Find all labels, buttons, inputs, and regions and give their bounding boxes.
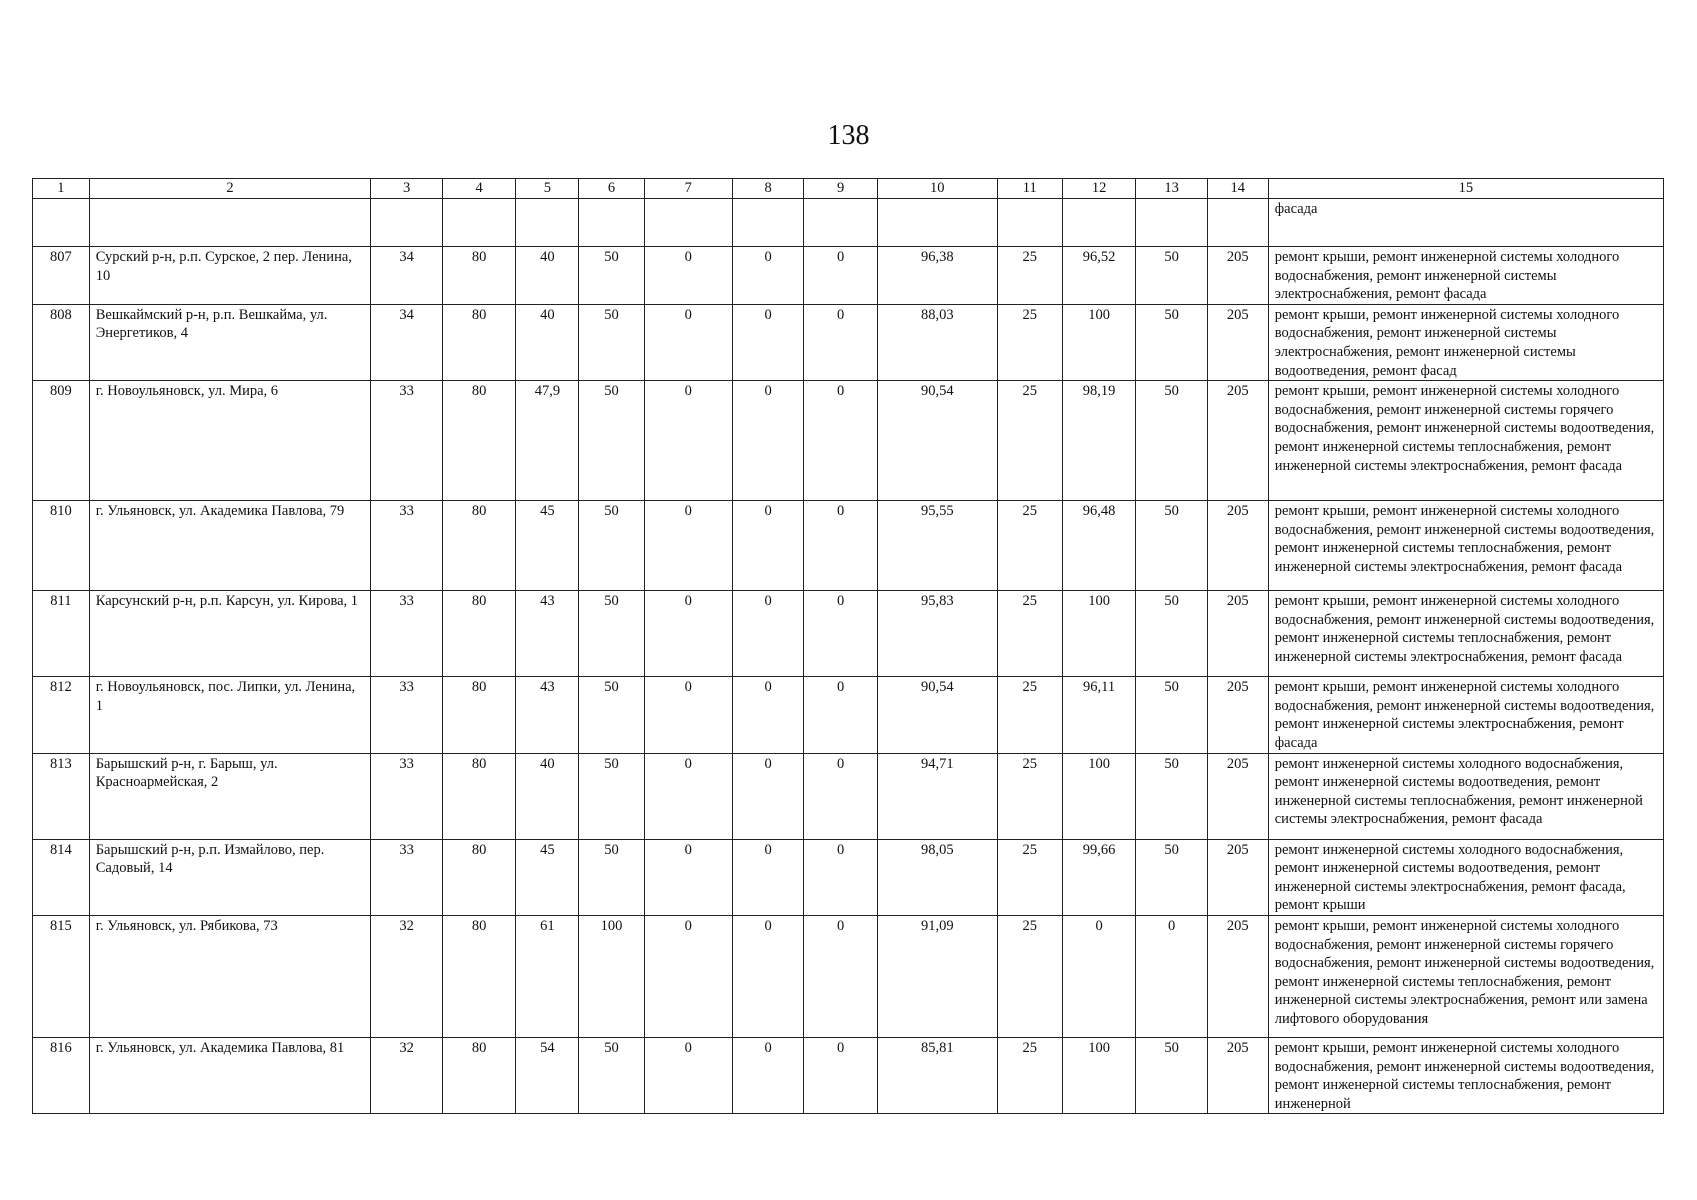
col-3-cell: 34: [371, 304, 442, 380]
col-5-cell: 40: [516, 304, 579, 380]
row-number-cell: 808: [33, 304, 90, 380]
col-9-cell: 0: [804, 1037, 878, 1113]
col-14-cell: 205: [1207, 591, 1268, 677]
col-10-cell: 95,83: [877, 591, 997, 677]
col-7-cell: 0: [644, 677, 732, 753]
col-4-cell: 80: [442, 381, 516, 501]
col-5-cell: 40: [516, 247, 579, 305]
works-cell: ремонт крыши, ремонт инженерной системы холодного водоснабжения, ремонт инженерной системы водоотведения, ремонт инженерной системы теплоснабжения, ремонт инженерной: [1268, 1037, 1663, 1113]
col-3-cell: 33: [371, 381, 442, 501]
col-13-cell: 50: [1136, 501, 1207, 591]
row-number-cell: 815: [33, 915, 90, 1037]
col-8-cell: 0: [732, 304, 803, 380]
column-number-row: [33, 179, 1664, 199]
col-3-cell: 34: [371, 247, 442, 305]
col-8-cell: 0: [732, 591, 803, 677]
col-11-cell: 25: [997, 381, 1062, 501]
address-cell: Барышский р-н, г. Барыш, ул. Красноармейская, 2: [89, 753, 371, 839]
col-13-cell: 50: [1136, 839, 1207, 915]
works-cell: ремонт крыши, ремонт инженерной системы холодного водоснабжения, ремонт инженерной системы электроснабжения, ремонт фасада: [1268, 247, 1663, 305]
empty-cell: [516, 199, 579, 247]
works-cell: фасада: [1268, 199, 1663, 247]
column-header: 13: [1136, 179, 1207, 199]
column-header: 1: [33, 179, 90, 199]
column-header: 14: [1207, 179, 1268, 199]
col-9-cell: 0: [804, 753, 878, 839]
col-5-cell: 43: [516, 591, 579, 677]
col-8-cell: 0: [732, 381, 803, 501]
col-3-cell: 32: [371, 915, 442, 1037]
col-13-cell: 50: [1136, 381, 1207, 501]
address-cell: г. Новоульяновск, ул. Мира, 6: [89, 381, 371, 501]
empty-cell: [1136, 199, 1207, 247]
works-cell: ремонт крыши, ремонт инженерной системы холодного водоснабжения, ремонт инженерной системы водоотведения, ремонт инженерной системы теплоснабжения, ремонт инженерной системы электроснабжения, ремонт фасада: [1268, 501, 1663, 591]
col-3-cell: 33: [371, 501, 442, 591]
row-number-cell: 809: [33, 381, 90, 501]
column-header: 10: [877, 179, 997, 199]
col-11-cell: 25: [997, 915, 1062, 1037]
empty-cell: [732, 199, 803, 247]
col-13-cell: 50: [1136, 753, 1207, 839]
column-header: 2: [89, 179, 371, 199]
empty-cell: [877, 199, 997, 247]
col-12-cell: 100: [1062, 591, 1136, 677]
col-11-cell: 25: [997, 304, 1062, 380]
column-header: 9: [804, 179, 878, 199]
row-number-cell: 812: [33, 677, 90, 753]
col-9-cell: 0: [804, 381, 878, 501]
col-11-cell: 25: [997, 677, 1062, 753]
table-row: [33, 753, 1664, 839]
col-3-cell: 33: [371, 839, 442, 915]
col-4-cell: 80: [442, 247, 516, 305]
col-11-cell: 25: [997, 591, 1062, 677]
address-cell: Барышский р-н, р.п. Измайлово, пер. Садовый, 14: [89, 839, 371, 915]
column-header: 15: [1268, 179, 1663, 199]
col-4-cell: 80: [442, 501, 516, 591]
table-row: [33, 915, 1664, 1037]
col-5-cell: 61: [516, 915, 579, 1037]
col-8-cell: 0: [732, 839, 803, 915]
col-13-cell: 50: [1136, 591, 1207, 677]
col-8-cell: 0: [732, 915, 803, 1037]
col-8-cell: 0: [732, 501, 803, 591]
col-5-cell: 54: [516, 1037, 579, 1113]
col-7-cell: 0: [644, 501, 732, 591]
col-3-cell: 33: [371, 753, 442, 839]
row-number-cell: 816: [33, 1037, 90, 1113]
col-4-cell: 80: [442, 677, 516, 753]
table-row: [33, 247, 1664, 305]
col-12-cell: 0: [1062, 915, 1136, 1037]
col-9-cell: 0: [804, 304, 878, 380]
col-10-cell: 95,55: [877, 501, 997, 591]
col-7-cell: 0: [644, 915, 732, 1037]
empty-cell: [579, 199, 644, 247]
col-5-cell: 43: [516, 677, 579, 753]
col-6-cell: 50: [579, 677, 644, 753]
col-13-cell: 50: [1136, 677, 1207, 753]
col-10-cell: 85,81: [877, 1037, 997, 1113]
col-7-cell: 0: [644, 1037, 732, 1113]
col-10-cell: 90,54: [877, 381, 997, 501]
col-3-cell: 33: [371, 677, 442, 753]
col-11-cell: 25: [997, 1037, 1062, 1113]
empty-cell: [1207, 199, 1268, 247]
column-header: 8: [732, 179, 803, 199]
works-cell: ремонт крыши, ремонт инженерной системы холодного водоснабжения, ремонт инженерной системы горячего водоснабжения, ремонт инженерной системы водоотведения, ремонт инженерной системы теплоснабжения, ремонт инженерной системы электроснабжения, ремонт или замена лифтового оборудования: [1268, 915, 1663, 1037]
col-6-cell: 50: [579, 501, 644, 591]
table-row: [33, 677, 1664, 753]
col-7-cell: 0: [644, 753, 732, 839]
col-11-cell: 25: [997, 247, 1062, 305]
continued-row: [33, 199, 1664, 247]
col-13-cell: 50: [1136, 304, 1207, 380]
empty-cell: [997, 199, 1062, 247]
col-10-cell: 90,54: [877, 677, 997, 753]
row-number-cell: 814: [33, 839, 90, 915]
col-12-cell: 100: [1062, 753, 1136, 839]
address-cell: г. Ульяновск, ул. Рябикова, 73: [89, 915, 371, 1037]
col-12-cell: 100: [1062, 1037, 1136, 1113]
address-cell: Вешкаймский р-н, р.п. Вешкайма, ул. Энергетиков, 4: [89, 304, 371, 380]
col-14-cell: 205: [1207, 839, 1268, 915]
empty-cell: [442, 199, 516, 247]
col-12-cell: 100: [1062, 304, 1136, 380]
col-9-cell: 0: [804, 501, 878, 591]
column-header: 11: [997, 179, 1062, 199]
col-6-cell: 50: [579, 839, 644, 915]
col-6-cell: 100: [579, 915, 644, 1037]
col-14-cell: 205: [1207, 677, 1268, 753]
col-12-cell: 98,19: [1062, 381, 1136, 501]
column-header: 12: [1062, 179, 1136, 199]
col-4-cell: 80: [442, 839, 516, 915]
col-7-cell: 0: [644, 839, 732, 915]
col-12-cell: 96,11: [1062, 677, 1136, 753]
col-10-cell: 94,71: [877, 753, 997, 839]
works-cell: ремонт крыши, ремонт инженерной системы холодного водоснабжения, ремонт инженерной системы горячего водоснабжения, ремонт инженерной системы водоотведения, ремонт инженерной системы теплоснабжения, ремонт инженерной системы электроснабжения, ремонт фасада: [1268, 381, 1663, 501]
col-5-cell: 45: [516, 501, 579, 591]
col-10-cell: 91,09: [877, 915, 997, 1037]
page-number: 138: [827, 120, 870, 151]
col-4-cell: 80: [442, 591, 516, 677]
column-header: 7: [644, 179, 732, 199]
works-cell: ремонт крыши, ремонт инженерной системы холодного водоснабжения, ремонт инженерной системы водоотведения, ремонт инженерной системы электроснабжения, ремонт фасада: [1268, 677, 1663, 753]
column-header: 3: [371, 179, 442, 199]
table-row: [33, 1037, 1664, 1113]
table-row: [33, 501, 1664, 591]
col-6-cell: 50: [579, 1037, 644, 1113]
col-3-cell: 33: [371, 591, 442, 677]
col-9-cell: 0: [804, 591, 878, 677]
col-9-cell: 0: [804, 677, 878, 753]
col-4-cell: 80: [442, 304, 516, 380]
table-body: [33, 179, 1664, 1114]
col-10-cell: 98,05: [877, 839, 997, 915]
col-14-cell: 205: [1207, 501, 1268, 591]
table-row: [33, 304, 1664, 380]
col-9-cell: 0: [804, 247, 878, 305]
col-14-cell: 205: [1207, 247, 1268, 305]
address-cell: Карсунский р-н, р.п. Карсун, ул. Кирова, 1: [89, 591, 371, 677]
col-5-cell: 47,9: [516, 381, 579, 501]
works-cell: ремонт инженерной системы холодного водоснабжения, ремонт инженерной системы водоотведения, ремонт инженерной системы электроснабжения, ремонт фасада, ремонт крыши: [1268, 839, 1663, 915]
col-9-cell: 0: [804, 839, 878, 915]
col-8-cell: 0: [732, 247, 803, 305]
table-row: [33, 591, 1664, 677]
col-12-cell: 99,66: [1062, 839, 1136, 915]
col-8-cell: 0: [732, 753, 803, 839]
works-cell: ремонт инженерной системы холодного водоснабжения, ремонт инженерной системы водоотведения, ремонт инженерной системы теплоснабжения, ремонт инженерной системы электроснабжения, ремонт фасада: [1268, 753, 1663, 839]
col-14-cell: 205: [1207, 304, 1268, 380]
column-header: 4: [442, 179, 516, 199]
empty-cell: [371, 199, 442, 247]
empty-cell: [644, 199, 732, 247]
col-8-cell: 0: [732, 1037, 803, 1113]
column-header: 5: [516, 179, 579, 199]
works-cell: ремонт крыши, ремонт инженерной системы холодного водоснабжения, ремонт инженерной системы водоотведения, ремонт инженерной системы теплоснабжения, ремонт инженерной системы электроснабжения, ремонт фасада: [1268, 591, 1663, 677]
col-5-cell: 45: [516, 839, 579, 915]
row-number-cell: 810: [33, 501, 90, 591]
empty-cell: [33, 199, 90, 247]
col-13-cell: 50: [1136, 247, 1207, 305]
col-7-cell: 0: [644, 247, 732, 305]
col-11-cell: 25: [997, 501, 1062, 591]
table-row: [33, 839, 1664, 915]
col-6-cell: 50: [579, 591, 644, 677]
row-number-cell: 811: [33, 591, 90, 677]
col-14-cell: 205: [1207, 915, 1268, 1037]
col-6-cell: 50: [579, 753, 644, 839]
address-cell: г. Новоульяновск, пос. Липки, ул. Ленина, 1: [89, 677, 371, 753]
table-row: [33, 381, 1664, 501]
col-7-cell: 0: [644, 381, 732, 501]
col-12-cell: 96,48: [1062, 501, 1136, 591]
col-11-cell: 25: [997, 753, 1062, 839]
works-cell: ремонт крыши, ремонт инженерной системы холодного водоснабжения, ремонт инженерной системы электроснабжения, ремонт инженерной системы водоотведения, ремонт фасад: [1268, 304, 1663, 380]
col-10-cell: 96,38: [877, 247, 997, 305]
empty-cell: [804, 199, 878, 247]
col-4-cell: 80: [442, 915, 516, 1037]
col-4-cell: 80: [442, 753, 516, 839]
row-number-cell: 807: [33, 247, 90, 305]
col-7-cell: 0: [644, 591, 732, 677]
col-11-cell: 25: [997, 839, 1062, 915]
col-14-cell: 205: [1207, 1037, 1268, 1113]
col-10-cell: 88,03: [877, 304, 997, 380]
empty-cell: [89, 199, 371, 247]
column-header: 6: [579, 179, 644, 199]
col-14-cell: 205: [1207, 753, 1268, 839]
row-number-cell: 813: [33, 753, 90, 839]
col-6-cell: 50: [579, 304, 644, 380]
col-14-cell: 205: [1207, 381, 1268, 501]
col-6-cell: 50: [579, 381, 644, 501]
col-6-cell: 50: [579, 247, 644, 305]
col-12-cell: 96,52: [1062, 247, 1136, 305]
col-9-cell: 0: [804, 915, 878, 1037]
address-cell: г. Ульяновск, ул. Академика Павлова, 79: [89, 501, 371, 591]
col-4-cell: 80: [442, 1037, 516, 1113]
col-5-cell: 40: [516, 753, 579, 839]
col-13-cell: 0: [1136, 915, 1207, 1037]
address-cell: г. Ульяновск, ул. Академика Павлова, 81: [89, 1037, 371, 1113]
col-13-cell: 50: [1136, 1037, 1207, 1113]
address-cell: Сурский р-н, р.п. Сурское, 2 пер. Ленина, 10: [89, 247, 371, 305]
col-7-cell: 0: [644, 304, 732, 380]
col-8-cell: 0: [732, 677, 803, 753]
register-table: [32, 178, 1664, 1114]
empty-cell: [1062, 199, 1136, 247]
col-3-cell: 32: [371, 1037, 442, 1113]
